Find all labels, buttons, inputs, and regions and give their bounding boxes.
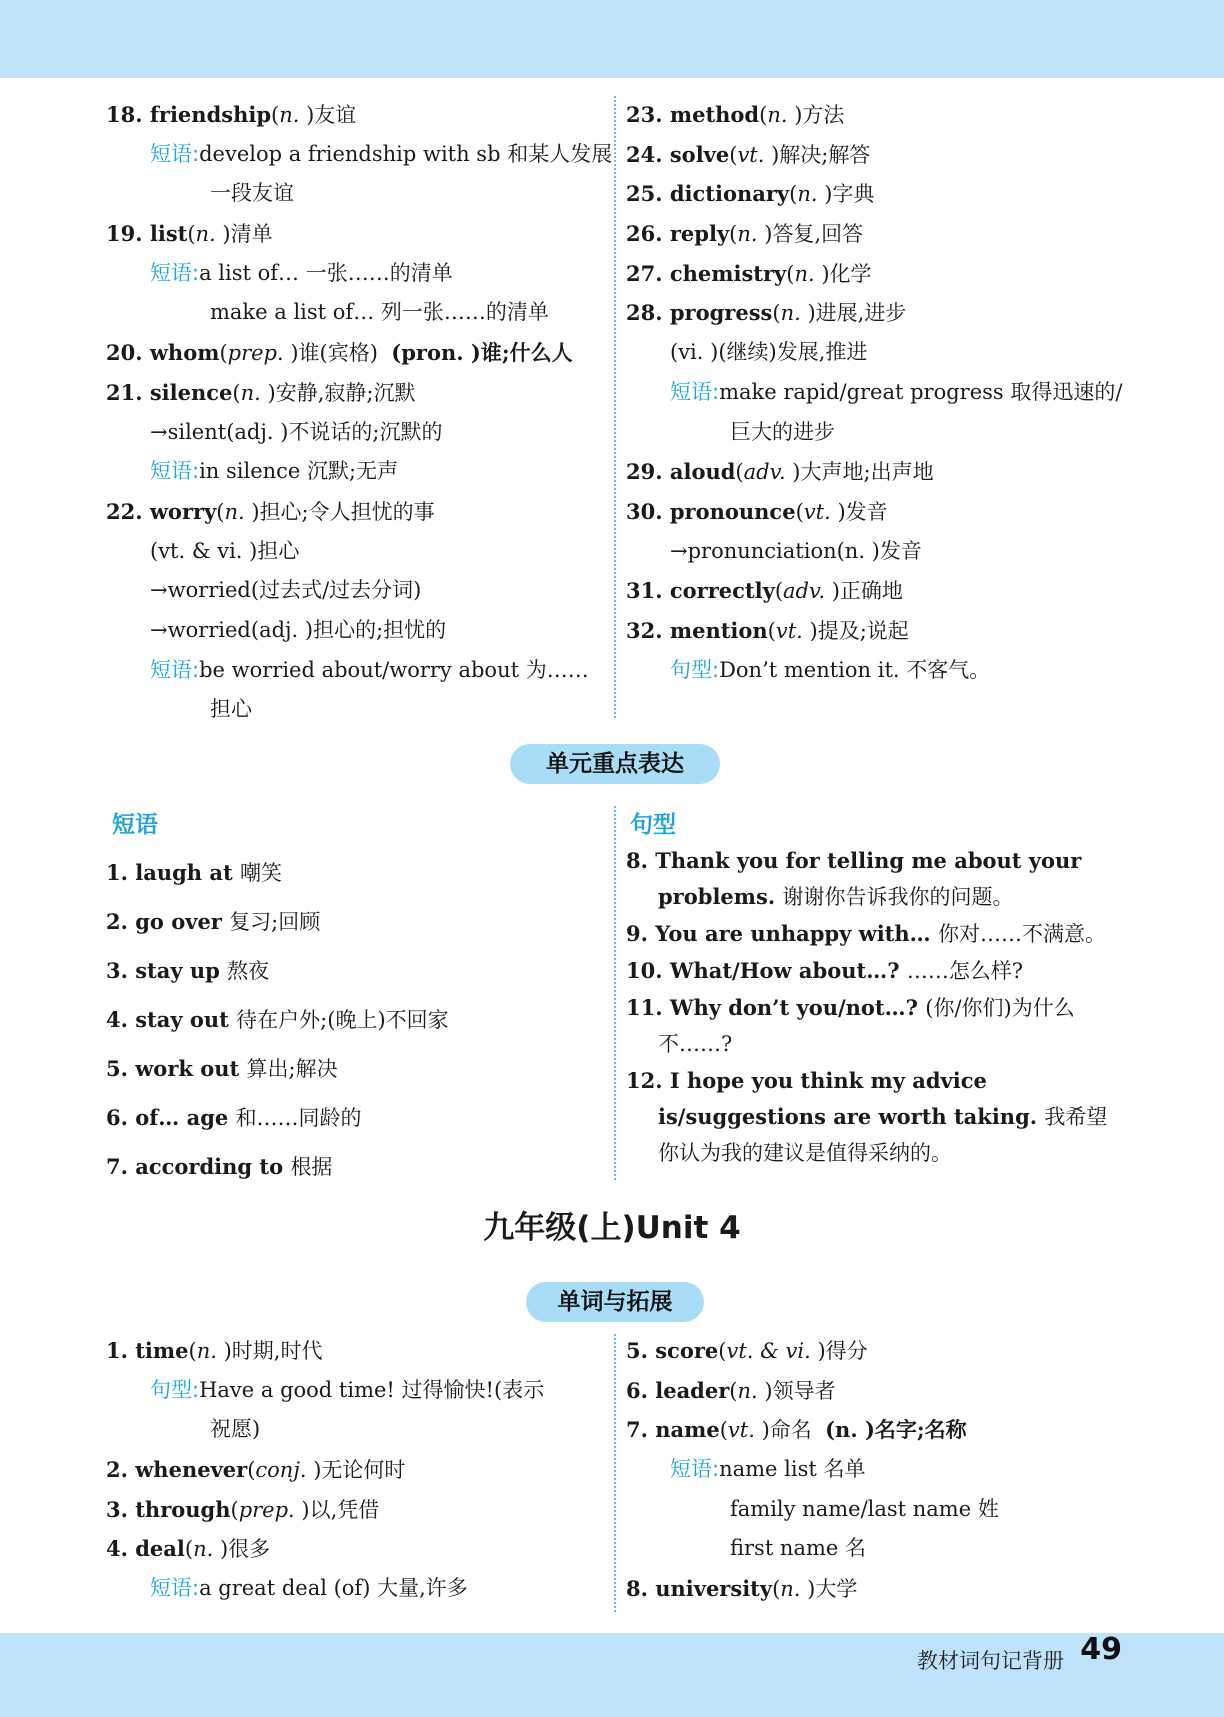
paren-close: ) — [757, 222, 773, 247]
entry-line — [626, 532, 1126, 572]
entry-line — [106, 1569, 606, 1609]
entry-line — [626, 373, 1126, 413]
paren-close: ) — [800, 301, 816, 326]
continuation: family name/last name 姓 — [730, 1496, 999, 1521]
entry-number: 8. — [626, 1576, 656, 1602]
continuation: make a list of… 列一张……的清单 — [210, 300, 549, 325]
phrase-item — [106, 946, 586, 995]
entry-word: progress — [669, 300, 773, 326]
phrase-text: Don’t mention it. 不客气。 — [719, 657, 991, 682]
entry-line — [626, 1410, 1126, 1450]
entry-number: 25. — [626, 181, 670, 207]
entry-word: solve — [669, 141, 730, 167]
entry-word: worry — [149, 498, 217, 524]
entry-line — [626, 492, 1126, 532]
paren-close: ) — [216, 1339, 232, 1363]
entry-number: 28. — [626, 300, 670, 326]
entry-line — [106, 1450, 606, 1490]
part-of-speech: vt. — [803, 499, 831, 524]
derivation: →pronunciation(n. )发音 — [670, 538, 922, 563]
entry-word: through — [135, 1496, 231, 1522]
paren-open: ( — [735, 460, 744, 485]
paren-open: ( — [219, 341, 228, 366]
entry-line — [106, 293, 606, 333]
phrases-heading: 短语 — [112, 812, 158, 838]
continuation: 巨大的进步 — [730, 419, 835, 444]
entry-line — [106, 214, 606, 254]
entry-line — [626, 1529, 1126, 1569]
footer-book-title: 教材词句记背册 — [917, 1649, 1064, 1673]
sentence-item — [626, 916, 1124, 952]
entry-word: friendship — [149, 102, 271, 127]
words-column-left — [106, 1331, 606, 1609]
continuation: first name 名 — [730, 1536, 866, 1561]
entry-number: 21. — [106, 379, 150, 405]
entry-word: university — [655, 1576, 773, 1602]
phrase-number: 5. — [106, 1056, 136, 1081]
derivation: →worried(adj. )担心的;担忧的 — [150, 617, 447, 642]
phrase-tag: 句型: — [670, 657, 720, 682]
part-of-speech: n. — [196, 1339, 217, 1363]
column-divider-2 — [614, 806, 616, 1180]
entry-number: 29. — [626, 459, 670, 485]
entry-word: reply — [669, 221, 730, 247]
entry-number: 4. — [106, 1536, 136, 1562]
phrase-number: 4. — [106, 1007, 136, 1032]
entry-number: 26. — [626, 221, 670, 247]
paren-close: ) — [757, 1378, 773, 1403]
entry-line — [626, 611, 1126, 651]
paren-open: ( — [718, 1339, 727, 1363]
entry-word: leader — [655, 1377, 730, 1403]
part-of-speech: n. — [737, 1378, 758, 1403]
entry-number: 20. — [106, 340, 150, 366]
entry-word: time — [135, 1338, 189, 1363]
part-of-speech: prep. — [227, 341, 284, 366]
phrase-tag: 短语: — [150, 141, 200, 166]
entry-line — [106, 452, 606, 492]
entry-line — [626, 214, 1126, 254]
entry-line — [626, 333, 1126, 373]
entry-line — [626, 651, 1126, 691]
entry-number: 30. — [626, 498, 670, 524]
entry-word: pronounce — [669, 498, 796, 524]
entry-number: 23. — [626, 102, 670, 127]
entry-number: 18. — [106, 102, 150, 127]
sentence-item — [626, 953, 1124, 989]
phrase-chinese: 复习;回顾 — [229, 910, 321, 934]
derivation: (vi. )(继续)发展,推进 — [670, 340, 868, 365]
phrase-english: stay out — [135, 1007, 237, 1032]
sentences-list — [626, 843, 1124, 1172]
entry-meaning: 大学 — [815, 1577, 858, 1602]
paren-close: ) — [294, 1497, 310, 1522]
phrase-tag: 短语: — [150, 1576, 200, 1601]
continuation: 祝愿) — [210, 1417, 261, 1442]
paren-open: ( — [767, 618, 776, 643]
derivation: →worried(过去式/过去分词) — [150, 578, 422, 603]
entry-meaning: 无论何时 — [321, 1458, 406, 1483]
paren-open: ( — [187, 222, 196, 247]
paren-close: ) — [825, 579, 840, 604]
sentence-number: 10. — [626, 958, 670, 983]
entry-meaning: 发音 — [845, 499, 888, 524]
column-divider — [614, 96, 616, 718]
paren-close: ) — [817, 182, 833, 207]
paren-open: ( — [232, 380, 241, 405]
entry-line — [626, 135, 1126, 175]
words-column-right — [626, 1331, 1126, 1609]
phrase-chinese: 待在户外;(晚上)不回家 — [236, 1008, 449, 1032]
entry-meaning: 领导者 — [772, 1378, 836, 1403]
sentence-item — [626, 843, 1124, 915]
sentence-chinese: 你对……不满意。 — [937, 922, 1106, 946]
entry-line — [106, 413, 606, 453]
phrase-tag: 短语: — [150, 657, 200, 682]
entry-meaning: 提及;说起 — [817, 618, 909, 643]
paren-open: ( — [774, 579, 784, 604]
entry-word: name — [655, 1417, 720, 1443]
entry-meaning: 进展,进步 — [815, 301, 907, 326]
sentence-number: 11. — [626, 995, 670, 1020]
paren-open: ( — [729, 142, 738, 167]
derivation: →silent(adj. )不说话的;沉默的 — [150, 419, 443, 444]
entry-line — [106, 1490, 606, 1530]
sentence-english: What/How about…? — [669, 958, 907, 983]
entry-meaning: 化学 — [829, 261, 872, 286]
entry-meaning: 担心;令人担忧的事 — [259, 499, 435, 524]
paren-open: ( — [772, 1577, 781, 1602]
paren-close: ) — [299, 103, 315, 127]
phrase-english: work out — [135, 1056, 247, 1081]
sentence-number: 8. — [626, 848, 656, 873]
entry-word: aloud — [669, 459, 736, 485]
entry-line — [626, 1450, 1126, 1490]
paren-open: ( — [795, 499, 804, 524]
part-of-speech: adv. — [743, 460, 786, 485]
sentences-heading: 句型 — [630, 812, 676, 838]
phrase-item — [106, 897, 586, 946]
part-of-speech: vt. — [737, 142, 765, 167]
paren-close: ) — [283, 341, 299, 366]
part-of-speech: vt. — [775, 618, 803, 643]
entry-line — [106, 571, 606, 611]
phrase-text: a great deal (of) 大量,许多 — [199, 1576, 468, 1601]
section-pill-key-expressions: 单元重点表达 — [510, 744, 720, 784]
paren-open: ( — [247, 1458, 256, 1483]
paren-open: ( — [772, 301, 781, 326]
entry-line — [626, 571, 1126, 611]
paren-close: ) — [787, 103, 803, 127]
entry-line — [106, 492, 606, 532]
sentence-chinese: ……怎么样? — [906, 959, 1024, 983]
paren-close: ) — [814, 261, 830, 286]
vocab-column-right — [626, 95, 1126, 690]
entry-word: deal — [135, 1536, 185, 1562]
entry-word: chemistry — [669, 260, 787, 286]
section-pill-words: 单词与拓展 — [526, 1282, 704, 1322]
entry-line — [106, 1331, 606, 1371]
part-of-speech: prep. — [238, 1497, 295, 1522]
phrase-english: of… age — [135, 1105, 236, 1130]
entry-word: dictionary — [669, 181, 790, 207]
entry-line — [626, 174, 1126, 214]
sentence-number: 9. — [626, 921, 656, 946]
entry-meaning: 字典 — [832, 182, 875, 207]
phrase-number: 1. — [106, 860, 136, 885]
phrase-item — [106, 848, 586, 897]
paren-open: ( — [759, 103, 768, 127]
part-of-speech: n. — [240, 380, 261, 405]
entry-line — [626, 1331, 1126, 1371]
sentence-english: Why don’t you/not…? — [669, 995, 926, 1020]
entry-line — [626, 95, 1126, 135]
phrase-item — [106, 1044, 586, 1093]
phrase-chinese: 熬夜 — [227, 959, 270, 983]
unit-title: 九年级(上)Unit 4 — [483, 1210, 741, 1246]
paren-close: ) — [754, 1418, 770, 1443]
phrase-text: in silence 沉默;无声 — [199, 459, 399, 484]
phrase-chinese: 嘲笑 — [239, 861, 282, 885]
part-of-speech: n. — [737, 222, 758, 247]
entry-line — [626, 1371, 1126, 1411]
entry-line — [106, 690, 606, 730]
phrase-tag: 句型: — [150, 1377, 200, 1402]
sentence-item — [626, 1063, 1124, 1171]
entry-meaning: 大声地;出声地 — [800, 460, 934, 485]
entry-extra: (pron. )谁;什么人 — [391, 340, 573, 366]
entry-line — [106, 611, 606, 651]
entry-meaning: 清单 — [230, 222, 273, 247]
entry-line — [626, 1490, 1126, 1530]
entry-meaning: 时期,时代 — [231, 1339, 323, 1363]
phrase-item — [106, 1093, 586, 1142]
paren-close: ) — [830, 499, 846, 524]
paren-open: ( — [729, 222, 738, 247]
paren-close: ) — [213, 1537, 229, 1562]
phrases-list — [106, 848, 586, 1191]
part-of-speech: vt. — [727, 1418, 755, 1443]
sentence-chinese: 谢谢你告诉我你的问题。 — [782, 885, 1014, 909]
entry-extra: (n. )名字;名称 — [825, 1417, 967, 1443]
entry-meaning: 答复,回答 — [772, 222, 864, 247]
paren-close: ) — [800, 1577, 816, 1602]
phrase-number: 3. — [106, 958, 136, 983]
paren-open: ( — [271, 103, 280, 127]
part-of-speech: conj. — [255, 1458, 307, 1483]
phrase-text: be worried about/worry about 为…… — [199, 657, 589, 682]
spacer — [378, 341, 391, 365]
part-of-speech: n. — [780, 301, 801, 326]
phrase-text: a list of… 一张……的清单 — [199, 260, 453, 285]
phrase-tag: 短语: — [150, 260, 200, 285]
sentence-english: You are unhappy with… — [655, 921, 938, 946]
part-of-speech: n. — [794, 261, 815, 286]
phrase-item — [106, 1142, 586, 1191]
entry-line — [626, 452, 1126, 492]
part-of-speech: n. — [780, 1577, 801, 1602]
entry-meaning: 很多 — [228, 1537, 271, 1562]
entry-meaning: 命名 — [769, 1418, 812, 1443]
paren-open: ( — [719, 1418, 728, 1443]
entry-number: 7. — [626, 1417, 656, 1443]
entry-line — [626, 254, 1126, 294]
entry-word: correctly — [669, 578, 775, 604]
phrase-chinese: 算出;解决 — [246, 1057, 338, 1081]
entry-number: 22. — [106, 498, 150, 524]
entry-word: method — [669, 102, 760, 127]
sentence-chinese: (你/你们)为什么不……? — [658, 996, 1075, 1056]
sentence-item — [626, 990, 1124, 1062]
entry-line — [626, 1569, 1126, 1609]
sentence-chinese: 我希望你认为我的建议是值得采纳的。 — [658, 1105, 1108, 1165]
sentence-english: Thank you for telling me about your problems. — [655, 848, 1082, 909]
entry-number: 6. — [626, 1377, 656, 1403]
entry-word: whenever — [135, 1457, 248, 1483]
derivation: (vt. & vi. )担心 — [150, 538, 300, 563]
paren-close: ) — [764, 142, 780, 167]
phrase-tag: 短语: — [670, 379, 720, 404]
phrase-english: stay up — [135, 958, 228, 983]
paren-close: ) — [260, 380, 276, 405]
entry-line — [106, 333, 606, 373]
continuation: 担心 — [210, 697, 252, 722]
entry-meaning: 方法 — [802, 103, 845, 127]
entry-line — [106, 651, 606, 691]
entry-word: whom — [149, 340, 220, 366]
paren-open: ( — [786, 261, 795, 286]
sentence-number: 12. — [626, 1068, 670, 1093]
entry-line — [106, 254, 606, 294]
spacer — [812, 1418, 825, 1442]
entry-number: 3. — [106, 1496, 136, 1522]
part-of-speech: n. — [193, 1537, 214, 1562]
entry-number: 31. — [626, 578, 670, 604]
phrase-chinese: 和……同龄的 — [235, 1106, 362, 1130]
phrase-number: 6. — [106, 1105, 136, 1130]
entry-word: score — [655, 1338, 719, 1363]
entry-number: 2. — [106, 1457, 136, 1483]
entry-word: list — [149, 221, 188, 247]
part-of-speech: n. — [279, 103, 300, 127]
top-band — [0, 0, 1224, 78]
entry-line — [106, 373, 606, 413]
entry-word: silence — [149, 379, 233, 405]
phrase-text: name list 名单 — [719, 1457, 866, 1482]
phrase-item — [106, 995, 586, 1044]
entry-line — [106, 135, 613, 175]
phrase-english: laugh at — [135, 860, 240, 885]
paren-close: ) — [215, 222, 231, 247]
entry-meaning: 得分 — [825, 1339, 868, 1363]
entry-line — [626, 293, 1126, 333]
phrase-number: 7. — [106, 1154, 136, 1179]
phrase-english: go over — [135, 909, 230, 934]
part-of-speech: n. — [797, 182, 818, 207]
entry-number: 5. — [626, 1338, 656, 1363]
part-of-speech: adv. — [783, 579, 826, 604]
paren-close: ) — [802, 618, 818, 643]
paren-open: ( — [789, 182, 798, 207]
phrase-text: Have a good time! 过得愉快!(表示 — [199, 1377, 545, 1402]
paren-close: ) — [810, 1339, 826, 1363]
entry-meaning: 友谊 — [314, 103, 357, 127]
entry-line — [106, 1410, 606, 1450]
paren-open: ( — [216, 499, 225, 524]
phrase-text: make rapid/great progress 取得迅速的/ — [719, 379, 1123, 404]
entry-number: 27. — [626, 260, 670, 286]
phrase-tag: 短语: — [150, 459, 200, 484]
phrase-text: develop a friendship with sb 和某人发展 — [199, 141, 613, 166]
page-number: 49 — [1080, 1632, 1122, 1667]
part-of-speech: n. — [767, 103, 788, 127]
entry-number: 24. — [626, 141, 670, 167]
paren-close: ) — [785, 460, 801, 485]
phrase-number: 2. — [106, 909, 136, 934]
entry-line — [106, 1371, 606, 1411]
paren-open: ( — [230, 1497, 239, 1522]
part-of-speech: n. — [195, 222, 216, 247]
entry-number: 1. — [106, 1338, 136, 1363]
part-of-speech: n. — [224, 499, 245, 524]
entry-line — [626, 413, 1126, 453]
entry-number: 19. — [106, 221, 150, 247]
phrase-chinese: 根据 — [290, 1155, 333, 1179]
vocab-column-left — [106, 95, 613, 730]
column-divider-3 — [614, 1334, 616, 1612]
phrase-tag: 短语: — [670, 1457, 720, 1482]
entry-line — [106, 95, 606, 135]
entry-number: 32. — [626, 617, 670, 643]
entry-meaning: 以,凭借 — [309, 1497, 380, 1522]
entry-meaning: 正确地 — [839, 579, 903, 604]
entry-line — [106, 174, 606, 214]
paren-close: ) — [244, 499, 260, 524]
entry-meaning: 解决;解答 — [779, 142, 871, 167]
entry-word: mention — [669, 617, 768, 643]
phrase-english: according to — [135, 1154, 291, 1179]
continuation: 一段友谊 — [210, 181, 294, 206]
entry-meaning: 谁(宾格) — [298, 341, 378, 366]
entry-meaning: 安静,寂静;沉默 — [275, 380, 416, 405]
sentence-english: I hope you think my advice is/suggestions are worth taking. — [658, 1068, 1045, 1129]
entry-line — [106, 532, 606, 572]
paren-open: ( — [184, 1537, 194, 1562]
paren-open: ( — [729, 1378, 738, 1403]
part-of-speech: vt. & vi. — [726, 1339, 811, 1363]
entry-line — [106, 1529, 606, 1569]
paren-close: ) — [306, 1458, 322, 1483]
paren-open: ( — [188, 1339, 197, 1363]
